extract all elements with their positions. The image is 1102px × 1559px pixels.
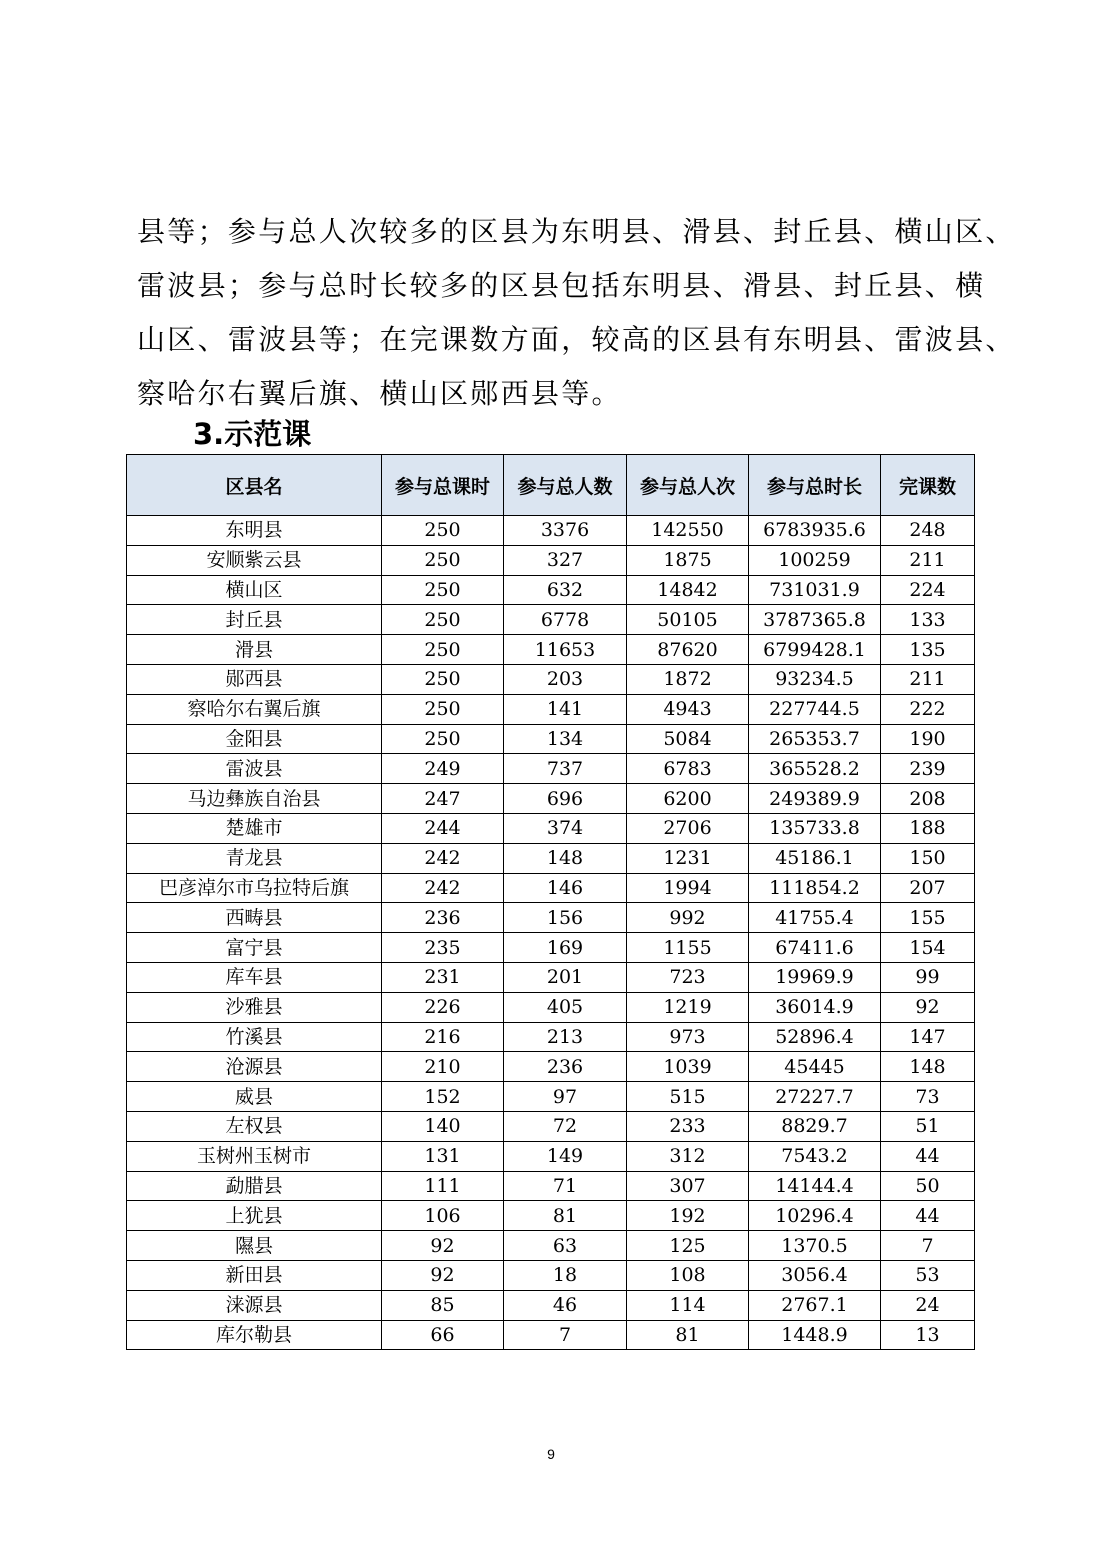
- header-district: 区县名: [127, 455, 382, 516]
- cell-total-visits: 1155: [627, 933, 749, 963]
- cell-total-periods: 247: [382, 784, 504, 814]
- table-row: [127, 545, 975, 575]
- cell-total-duration: 6783935.6: [749, 516, 881, 546]
- cell-total-visits: 1872: [627, 664, 749, 694]
- table-row: [127, 1052, 975, 1082]
- cell-total-participants: 327: [504, 545, 627, 575]
- cell-district: 隰县: [127, 1231, 382, 1261]
- cell-total-participants: 737: [504, 754, 627, 784]
- cell-district: 威县: [127, 1082, 382, 1112]
- cell-total-periods: 152: [382, 1082, 504, 1112]
- table-row: [127, 813, 975, 843]
- cell-total-participants: 149: [504, 1141, 627, 1171]
- cell-district: 封丘县: [127, 605, 382, 635]
- cell-total-duration: 227744.5: [749, 694, 881, 724]
- cell-total-participants: 146: [504, 873, 627, 903]
- cell-district: 左权县: [127, 1111, 382, 1141]
- cell-completed-courses: 99: [881, 962, 975, 992]
- cell-district: 库车县: [127, 962, 382, 992]
- cell-total-periods: 235: [382, 933, 504, 963]
- cell-total-duration: 249389.9: [749, 784, 881, 814]
- header-total-periods: 参与总课时: [382, 455, 504, 516]
- cell-total-participants: 63: [504, 1231, 627, 1261]
- cell-completed-courses: 188: [881, 813, 975, 843]
- cell-total-visits: 142550: [627, 516, 749, 546]
- table-row: [127, 843, 975, 873]
- cell-total-periods: 250: [382, 724, 504, 754]
- cell-total-duration: 135733.8: [749, 813, 881, 843]
- cell-total-participants: 134: [504, 724, 627, 754]
- cell-district: 雷波县: [127, 754, 382, 784]
- cell-total-visits: 6200: [627, 784, 749, 814]
- cell-total-visits: 6783: [627, 754, 749, 784]
- table-row: [127, 575, 975, 605]
- cell-total-duration: 36014.9: [749, 992, 881, 1022]
- cell-total-visits: 50105: [627, 605, 749, 635]
- cell-total-visits: 114: [627, 1290, 749, 1320]
- cell-total-periods: 250: [382, 516, 504, 546]
- table-row: [127, 1141, 975, 1171]
- cell-completed-courses: 154: [881, 933, 975, 963]
- cell-district: 安顺紫云县: [127, 545, 382, 575]
- table-row: [127, 664, 975, 694]
- cell-total-visits: 233: [627, 1111, 749, 1141]
- cell-total-visits: 192: [627, 1201, 749, 1231]
- cell-completed-courses: 207: [881, 873, 975, 903]
- cell-district: 青龙县: [127, 843, 382, 873]
- cell-total-duration: 731031.9: [749, 575, 881, 605]
- table-row: [127, 724, 975, 754]
- cell-completed-courses: 224: [881, 575, 975, 605]
- cell-total-participants: 18: [504, 1260, 627, 1290]
- cell-district: 勐腊县: [127, 1171, 382, 1201]
- cell-completed-courses: 222: [881, 694, 975, 724]
- cell-district: 察哈尔右翼后旗: [127, 694, 382, 724]
- table-row: [127, 1320, 975, 1350]
- table-row: [127, 635, 975, 665]
- cell-total-participants: 6778: [504, 605, 627, 635]
- cell-total-visits: 515: [627, 1082, 749, 1112]
- cell-total-periods: 216: [382, 1022, 504, 1052]
- cell-district: 巴彦淖尔市乌拉特后旗: [127, 873, 382, 903]
- cell-completed-courses: 248: [881, 516, 975, 546]
- cell-total-participants: 201: [504, 962, 627, 992]
- cell-district: 上犹县: [127, 1201, 382, 1231]
- table-row: [127, 1290, 975, 1320]
- table-row: [127, 1111, 975, 1141]
- table-row: [127, 1260, 975, 1290]
- cell-total-periods: 131: [382, 1141, 504, 1171]
- cell-district: 西畴县: [127, 903, 382, 933]
- cell-district: 楚雄市: [127, 813, 382, 843]
- table-row: [127, 754, 975, 784]
- cell-completed-courses: 239: [881, 754, 975, 784]
- cell-completed-courses: 133: [881, 605, 975, 635]
- cell-total-participants: 11653: [504, 635, 627, 665]
- cell-completed-courses: 150: [881, 843, 975, 873]
- cell-district: 马边彝族自治县: [127, 784, 382, 814]
- cell-total-duration: 45445: [749, 1052, 881, 1082]
- cell-total-participants: 696: [504, 784, 627, 814]
- cell-total-duration: 111854.2: [749, 873, 881, 903]
- cell-total-periods: 210: [382, 1052, 504, 1082]
- paragraph-line: 山区、雷波县等；在完课数方面，较高的区县有东明县、雷波县、: [137, 323, 1016, 356]
- cell-total-participants: 169: [504, 933, 627, 963]
- table-row: [127, 516, 975, 546]
- cell-total-duration: 265353.7: [749, 724, 881, 754]
- cell-total-periods: 85: [382, 1290, 504, 1320]
- cell-total-visits: 973: [627, 1022, 749, 1052]
- cell-total-periods: 106: [382, 1201, 504, 1231]
- table-row: [127, 784, 975, 814]
- cell-total-participants: 7: [504, 1320, 627, 1350]
- cell-total-duration: 14144.4: [749, 1171, 881, 1201]
- cell-total-visits: 87620: [627, 635, 749, 665]
- cell-completed-courses: 148: [881, 1052, 975, 1082]
- cell-total-periods: 250: [382, 694, 504, 724]
- cell-completed-courses: 73: [881, 1082, 975, 1112]
- cell-total-visits: 2706: [627, 813, 749, 843]
- cell-total-duration: 19969.9: [749, 962, 881, 992]
- cell-total-participants: 405: [504, 992, 627, 1022]
- cell-completed-courses: 147: [881, 1022, 975, 1052]
- table-row: [127, 1231, 975, 1261]
- cell-total-duration: 10296.4: [749, 1201, 881, 1231]
- paragraph-line: 县等；参与总人次较多的区县为东明县、滑县、封丘县、横山区、: [137, 215, 1016, 248]
- table-row: [127, 992, 975, 1022]
- cell-total-visits: 312: [627, 1141, 749, 1171]
- cell-completed-courses: 44: [881, 1201, 975, 1231]
- cell-district: 东明县: [127, 516, 382, 546]
- cell-total-periods: 249: [382, 754, 504, 784]
- cell-total-participants: 374: [504, 813, 627, 843]
- cell-district: 富宁县: [127, 933, 382, 963]
- cell-total-periods: 250: [382, 575, 504, 605]
- cell-total-visits: 108: [627, 1260, 749, 1290]
- cell-total-periods: 236: [382, 903, 504, 933]
- cell-total-duration: 27227.7: [749, 1082, 881, 1112]
- cell-district: 滑县: [127, 635, 382, 665]
- cell-total-periods: 242: [382, 843, 504, 873]
- cell-total-participants: 141: [504, 694, 627, 724]
- cell-total-periods: 250: [382, 635, 504, 665]
- cell-total-periods: 250: [382, 664, 504, 694]
- cell-total-visits: 307: [627, 1171, 749, 1201]
- table-header-row: [127, 455, 975, 516]
- cell-total-duration: 365528.2: [749, 754, 881, 784]
- cell-total-visits: 1994: [627, 873, 749, 903]
- table-row: [127, 962, 975, 992]
- cell-completed-courses: 135: [881, 635, 975, 665]
- cell-total-participants: 81: [504, 1201, 627, 1231]
- cell-total-duration: 7543.2: [749, 1141, 881, 1171]
- table-body: [127, 516, 975, 1350]
- cell-total-duration: 1370.5: [749, 1231, 881, 1261]
- cell-total-participants: 71: [504, 1171, 627, 1201]
- cell-completed-courses: 208: [881, 784, 975, 814]
- header-total-participants: 参与总人数: [504, 455, 627, 516]
- cell-completed-courses: 50: [881, 1171, 975, 1201]
- cell-total-visits: 5084: [627, 724, 749, 754]
- cell-completed-courses: 92: [881, 992, 975, 1022]
- cell-completed-courses: 211: [881, 664, 975, 694]
- cell-completed-courses: 155: [881, 903, 975, 933]
- cell-total-participants: 3376: [504, 516, 627, 546]
- cell-total-participants: 203: [504, 664, 627, 694]
- cell-total-duration: 2767.1: [749, 1290, 881, 1320]
- cell-total-periods: 226: [382, 992, 504, 1022]
- cell-district: 玉树州玉树市: [127, 1141, 382, 1171]
- cell-total-participants: 148: [504, 843, 627, 873]
- table-row: [127, 873, 975, 903]
- cell-total-duration: 1448.9: [749, 1320, 881, 1350]
- cell-total-periods: 140: [382, 1111, 504, 1141]
- demo-course-table: [126, 454, 975, 1350]
- page-number: 9: [547, 1446, 555, 1462]
- cell-total-participants: 46: [504, 1290, 627, 1320]
- table-row: [127, 933, 975, 963]
- cell-district: 横山区: [127, 575, 382, 605]
- cell-total-participants: 236: [504, 1052, 627, 1082]
- header-total-duration: 参与总时长: [749, 455, 881, 516]
- cell-district: 沙雅县: [127, 992, 382, 1022]
- cell-total-duration: 41755.4: [749, 903, 881, 933]
- cell-district: 郧西县: [127, 664, 382, 694]
- cell-completed-courses: 7: [881, 1231, 975, 1261]
- cell-completed-courses: 53: [881, 1260, 975, 1290]
- cell-completed-courses: 13: [881, 1320, 975, 1350]
- cell-total-duration: 6799428.1: [749, 635, 881, 665]
- cell-district: 沧源县: [127, 1052, 382, 1082]
- cell-total-duration: 45186.1: [749, 843, 881, 873]
- cell-completed-courses: 51: [881, 1111, 975, 1141]
- cell-district: 金阳县: [127, 724, 382, 754]
- cell-total-visits: 125: [627, 1231, 749, 1261]
- cell-total-periods: 92: [382, 1260, 504, 1290]
- cell-total-periods: 66: [382, 1320, 504, 1350]
- cell-total-participants: 97: [504, 1082, 627, 1112]
- table-row: [127, 903, 975, 933]
- table-row: [127, 1022, 975, 1052]
- cell-total-duration: 52896.4: [749, 1022, 881, 1052]
- cell-district: 新田县: [127, 1260, 382, 1290]
- cell-total-periods: 250: [382, 605, 504, 635]
- cell-total-periods: 92: [382, 1231, 504, 1261]
- cell-district: 涞源县: [127, 1290, 382, 1320]
- cell-completed-courses: 211: [881, 545, 975, 575]
- cell-total-participants: 72: [504, 1111, 627, 1141]
- table-row: [127, 605, 975, 635]
- cell-total-periods: 244: [382, 813, 504, 843]
- header-completed-courses: 完课数: [881, 455, 975, 516]
- table-row: [127, 1171, 975, 1201]
- table-row: [127, 1201, 975, 1231]
- cell-total-participants: 156: [504, 903, 627, 933]
- cell-completed-courses: 24: [881, 1290, 975, 1320]
- section-heading: 3.示范课: [193, 417, 312, 451]
- cell-total-duration: 3056.4: [749, 1260, 881, 1290]
- cell-total-duration: 67411.6: [749, 933, 881, 963]
- body-paragraph: [137, 205, 1016, 421]
- cell-total-periods: 231: [382, 962, 504, 992]
- paragraph-line: 雷波县；参与总时长较多的区县包括东明县、滑县、封丘县、横: [137, 269, 986, 302]
- cell-total-periods: 111: [382, 1171, 504, 1201]
- cell-total-visits: 14842: [627, 575, 749, 605]
- cell-district: 库尔勒县: [127, 1320, 382, 1350]
- cell-total-participants: 213: [504, 1022, 627, 1052]
- paragraph-line: 察哈尔右翼后旗、横山区郧西县等。: [137, 377, 622, 410]
- cell-completed-courses: 190: [881, 724, 975, 754]
- cell-district: 竹溪县: [127, 1022, 382, 1052]
- cell-total-periods: 250: [382, 545, 504, 575]
- cell-total-duration: 3787365.8: [749, 605, 881, 635]
- cell-total-visits: 1039: [627, 1052, 749, 1082]
- cell-total-duration: 100259: [749, 545, 881, 575]
- cell-total-duration: 8829.7: [749, 1111, 881, 1141]
- cell-completed-courses: 44: [881, 1141, 975, 1171]
- cell-total-periods: 242: [382, 873, 504, 903]
- table-row: [127, 694, 975, 724]
- cell-total-visits: 723: [627, 962, 749, 992]
- cell-total-visits: 1219: [627, 992, 749, 1022]
- cell-total-duration: 93234.5: [749, 664, 881, 694]
- cell-total-participants: 632: [504, 575, 627, 605]
- cell-total-visits: 1875: [627, 545, 749, 575]
- cell-total-visits: 4943: [627, 694, 749, 724]
- cell-total-visits: 992: [627, 903, 749, 933]
- cell-total-visits: 81: [627, 1320, 749, 1350]
- cell-total-visits: 1231: [627, 843, 749, 873]
- table-row: [127, 1082, 975, 1112]
- header-total-visits: 参与总人次: [627, 455, 749, 516]
